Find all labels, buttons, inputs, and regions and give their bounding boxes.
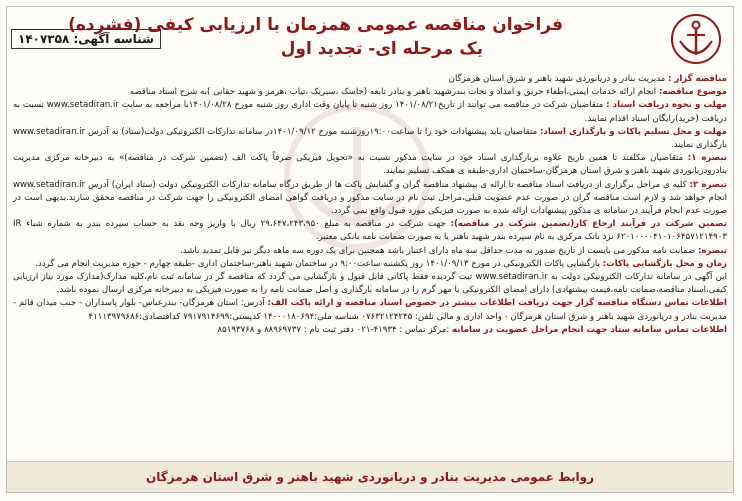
section-tender-holder: مناقصه گزار : مدیریت بنادر و دریانوردی شهید باهنر و شرق استان هرمزگان — [448, 74, 727, 84]
section-note-1: تبصره ۱: متقاضیان مکلفند تا همین تاریخ علاوه بربارگذاری اسناد خود در سایت مذکور نسبت به «تحویل فیزیکی صرفاً پاکت الف (تضمین شرکت در مناقصه)» به دبیرخانه مرکزی مدیریت بنادرودریانوردی شهید باهنر و شرق استان هرمزگان-ساختمان اداری-طبقه ی همکف تسلیم نمایند. — [13, 153, 727, 177]
section-setad-contact: اطلاعات تماس سامانه ستاد جهت انجام مراحل عضویت در سامانه :مرکز تماس : ۴۱۹۳۴-۰۲۱ دفتر ثبت نام : ۸۸۹۶۹۷۳۷ و ۸۵۱۹۳۷۶۸ — [217, 324, 727, 335]
anchor-emblem-icon — [669, 11, 723, 67]
ad-number-badge: شناسه آگهی: ۱۴۰۷۳۵۸ — [11, 29, 161, 49]
footer-banner — [7, 461, 733, 492]
section-guarantee-note: تبصره: ضمانت نامه مذکور می بایست از تاریخ صدور به مدت حداقل سه ماه دارای اعتبار باشد همچنین برای یک دوره سه ماهه دیگر نیز قابل تمدید باشد. — [180, 245, 727, 256]
title-line-2: یک مرحله ای- تجدید اول — [280, 39, 483, 59]
header — [7, 7, 733, 71]
section-opening: زمان و محل بازگشایی پاکات: بازگشایی پاکات الکترونیکی در مورخ ۱۴۰۱/۰۹/۱۳ روز یکشنبه ساعت۹:۰۰ در ساختمان شهید باهنر-ساختمان اداری -طبقه چهارم - حوزه مدیریت انجام می گردد. — [35, 258, 727, 269]
section-subject: موضوع مناقصه: انجام ارائه خدمات ایمنی،اطفاء حریق و امداد و نجات بندرشهید باهنر و بنادر تابعه (جاسک ،سیریک ،تیاب ،هرمز و شهید حقانی )به شرح اسناد مناقصه — [129, 87, 727, 98]
section-note-2: تبصره ۲: کلیه ی مراحل برگزاری از دریافت اسناد مناقصه تا ارائه ی پیشنهاد مناقصه گران و گشایش پاکت ها از طریق درگاه سامانه تدارکات الکترونیکی دولت (ستاد ایران) آدرس www.setadiran.ir انجام خواهد شد و لازم است مناقصه گران در صورت عدم عضویت قبلی،مراحل ثبت نام در سایت مذکور و دریافت گواهی امضای الکترونیکی را جهت شرکت در مناقصه محقق سازند.بدیهی است در صورت عدم انجام فرآیند در سامانه ی مذکور پیشنهادات ارائه شده به صورت فیزیکی مورد قبول واقع نمی گردد. — [13, 179, 727, 217]
footer-text: روابط عمومی مدیریت بنادر و دریانوردی شهید باهنر و شرق استان هرمزگان — [146, 470, 594, 484]
section-guarantee: تضمین شرکت در فرآیند ارجاع کار(تضمین شرکت در مناقصه): جهت شرکت در مناقصه به مبلغ ۲۹،۶۴۷،۲۴۳،۹۵۰ ریال با واریز وجه نقد به حساب سپرده بندر به شماره شباء IR ۶۲۰۱۰۰۰۰۴۱۰۱۰۶۴۵۷۱۲۱۴۹۰۳ نزد بانک مرکزی به نام سپرده بندر شهید باهنر یا به صورت ضمانت نامه بانکی معتبر. — [13, 219, 727, 243]
section-submission-deadline: مهلت و محل تسلیم پاکات و بارگذاری اسناد: متقاضیان باید پیشنهادات خود را تا ساعت۱۹:۰۰روزشنبه مورخ ۱۴۰۱/۰۹/۱۲در سامانه تدارکات الکترونیکی دولت(ستاد) به آدرس www.setadiran.ir بارگذاری نمایند. — [13, 126, 727, 151]
section-contact-info: اطلاعات تماس دستگاه مناقصه گزار جهت دریافت اطلاعات بیشتر در خصوص اسناد مناقصه و ارائه پاکت الف: آدرس: استان هرمزگان- بندرعباس- بلوار پاسداران - جنب میدان قائم - مدیریت بنادر و دریانوردی شهید باهنر و شرق استان هرمزگان - واحد اداری و مالی تلفن: ۰۷۶۳۲۱۲۴۲۴۵ شناسه ملی:۱۴۰۰۰۱۸۰۶۹۴ کدپستی:۷۹۱۷۹۱۴۶۹۹ کداقتصادی:۴۱۱۱۳۹۷۹۶۸۶ — [13, 298, 727, 322]
title-line-1: فراخوان مناقصه عمومی همزمان با ارزیابی کیفی (فشرده) — [68, 15, 563, 35]
announcement-body — [13, 73, 727, 337]
section-document-deadline: مهلت و نحوه دریافت اسناد : متقاضیان شرکت در مناقصه می توانند از تاریخ۱۴۰۱/۰۸/۲۱ روز شنبه تا پایان وقت اداری روز شنبه مورخ ۱۴۰۱/۰۸/۲۸با مراجعه به سایت www.setadiran.ir نسبت به دریافت (خرید)رایگان اسناد اقدام نمایند. — [13, 100, 728, 124]
section-setad-notice: این آگهی در سامانه تدارکات الکترونیکی دولت به www.setadiran.ir ثبت گردیده فقط پاکاتی قابل قبول و بازگشایی می گردد که مناقصه گر در سامانه ثبت نام،کلیه مدارک(مدارک مورد نیاز ارزیابی کیفی،اسناد مناقصه،ضمانت نامه،قیمت پیشنهادی) دارای امضای الکترونیکی با مهر گرم را در سامانه بارگذاری و اصل ضمانت نامه را به صورت فیزیکی به دبیرخانه مرکزی ارسال نموده باشد. — [13, 272, 727, 296]
ad-frame — [6, 6, 734, 493]
